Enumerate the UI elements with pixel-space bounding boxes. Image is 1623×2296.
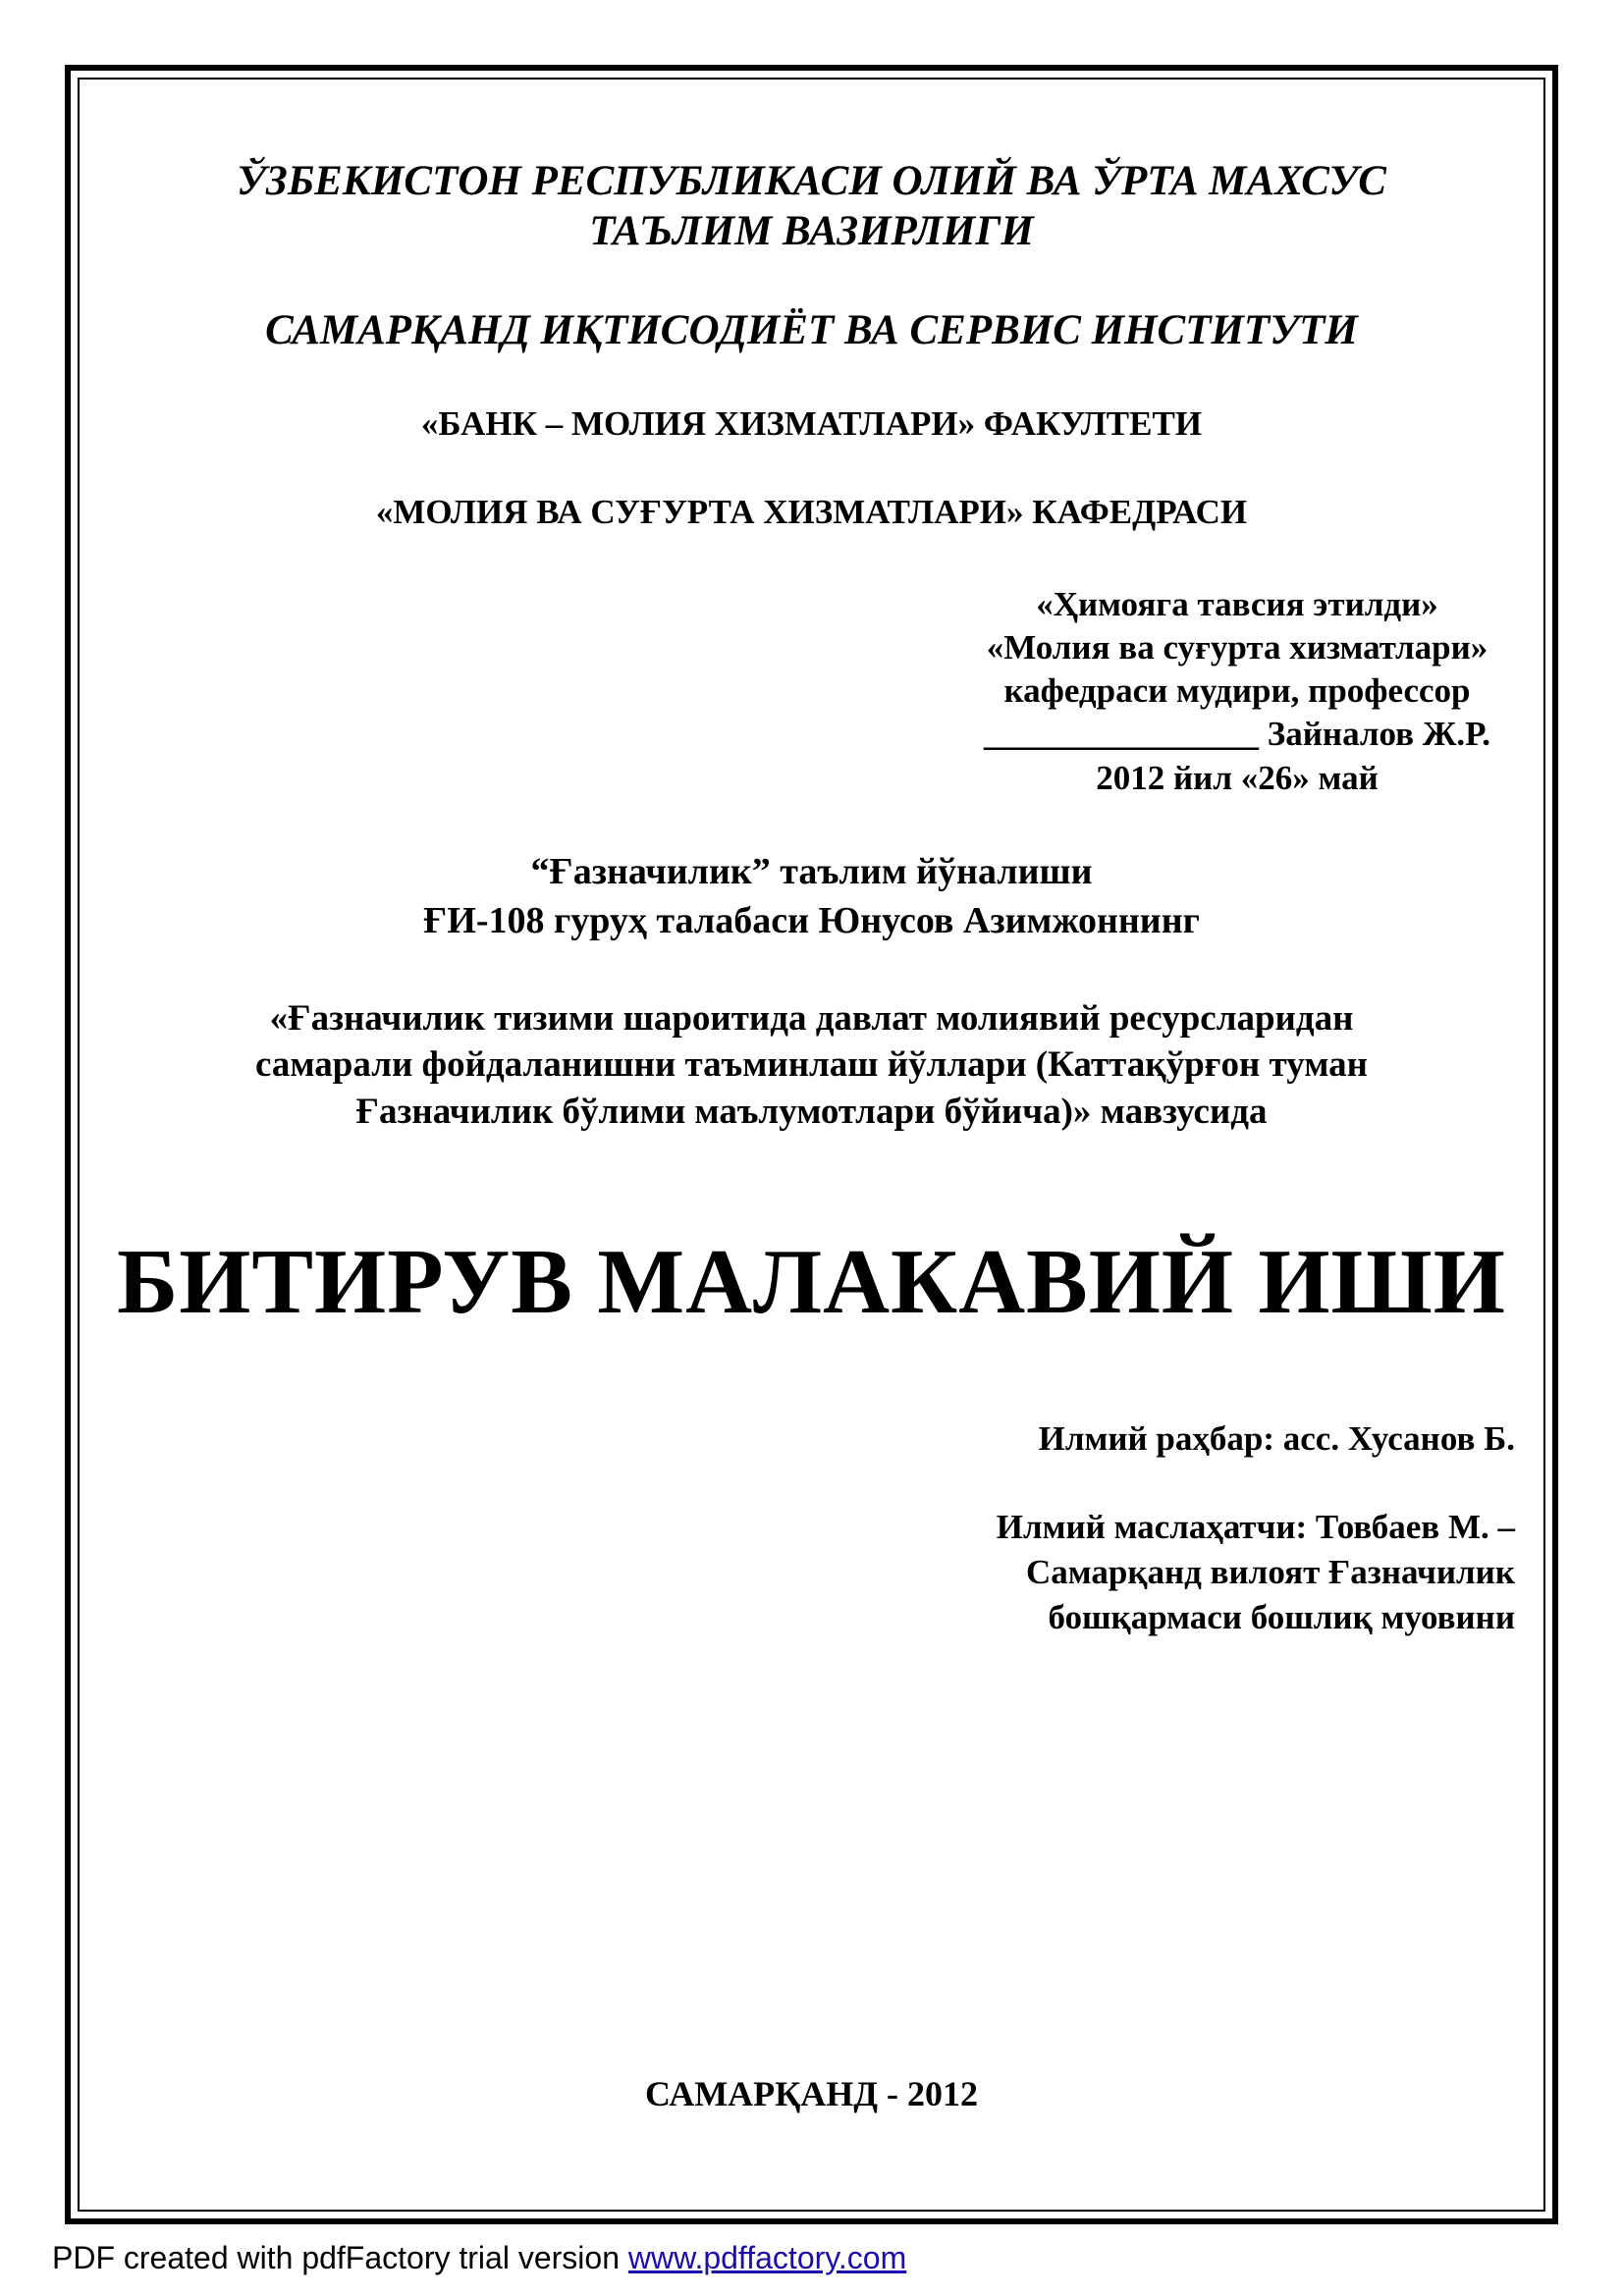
supervisor: Илмий раҳбар: асс. Хусанов Б. xyxy=(1038,1419,1515,1458)
approval-line-3: кафедраси мудири, профессор xyxy=(1003,671,1471,710)
approval-line-2: «Молия ва суғурта хизматлари» xyxy=(986,628,1488,667)
faculty-name: «БАНК – МОЛИЯ ХИЗМАТЛАРИ» ФАКУЛТЕТИ xyxy=(420,404,1203,443)
topic-line-3: Ғазначилик бўлими маълумотлари бўйича)» мавзусида xyxy=(355,1092,1268,1132)
approval-signature-line: ________________ Зайналов Ж.Р. xyxy=(984,715,1490,753)
ministry-line-2: ТАЪЛИМ ВАЗИРЛИГИ xyxy=(589,208,1034,254)
topic-line-2: самарали фойдаланишни таъминлаш йўллари (Каттақўрғон туман xyxy=(254,1044,1369,1085)
approval-line-1: «Ҳимояга тавсия этилди» xyxy=(1036,585,1438,623)
institute-name: САМАРҚАНД ИҚТИСОДИЁТ ВА СЕРВИС ИНСТИТУТИ xyxy=(265,307,1358,353)
approval-date: 2012 йил «26» май xyxy=(1096,759,1379,797)
city-year: САМАРҚАНД - 2012 xyxy=(644,2074,979,2113)
department-name: «МОЛИЯ ВА СУҒУРТА ХИЗМАТЛАРИ» КАФЕДРАСИ xyxy=(375,493,1248,531)
student-name: ҒИ-108 гуруҳ талабаси Юнусов Азимжоннинг xyxy=(423,900,1200,941)
ministry-line-1: ЎЗБЕКИСТОН РЕСПУБЛИКАСИ ОЛИЙ ВА ЎРТА МАХСУС xyxy=(237,158,1386,204)
document-title: БИТИРУВ МАЛАКАВИЙ ИШИ xyxy=(117,1231,1506,1333)
pdf-footer-text: PDF created with pdfFactory trial version xyxy=(52,2240,628,2275)
pdf-footer-link[interactable]: www.pdffactory.com xyxy=(627,2240,907,2275)
consultant-line-1: Илмий маслаҳатчи: Товбаев М. – xyxy=(996,1508,1515,1546)
topic-line-1: «Ғазначилик тизими шароитида давлат молиявий ресурсларидан xyxy=(269,998,1354,1039)
student-program: “Ғазначилик” таълим йўналиши xyxy=(530,851,1093,892)
consultant-line-2: Самарқанд вилоят Ғазначилик xyxy=(1025,1553,1515,1591)
consultant-line-3: бошқармаси бошлиқ муовини xyxy=(1048,1598,1515,1636)
page-border-inner xyxy=(78,78,1545,2212)
pdf-footer xyxy=(52,2240,906,2276)
